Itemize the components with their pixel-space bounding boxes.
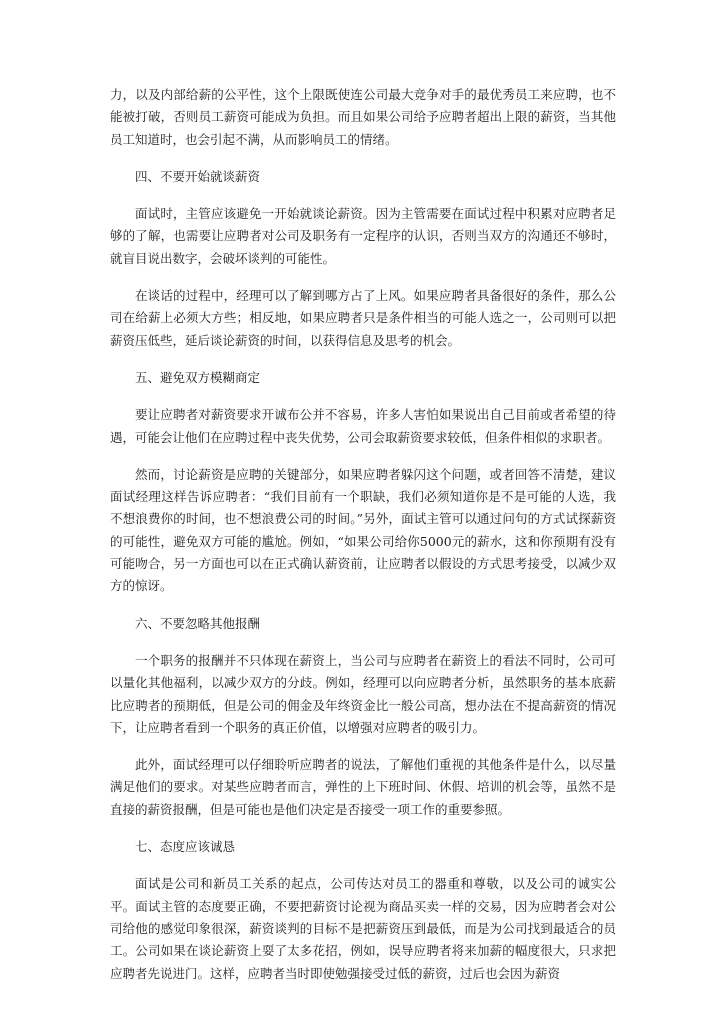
- paragraph-gap: [110, 598, 616, 613]
- paragraph-key-part: 然而，讨论薪资是应聘的关键部分，如果应聘者躲闪这个问题，或者回答不清楚，建议面试经理这样告诉应聘者：“我们目前有一个职缺，我们必须知道你是不是可能的人选，我不想浪费你的时间，也不想浪费公司的时间。”另外，面试主管可以通过问句的方式试探薪资的可能性，避免双方可能的尴尬。例如，“如果公司给你5000元的薪水，这和你预期有没有可能吻合，另一方面也可以在正式确认薪资前，让应聘者以假设的方式思考接受，以减少双方的惊讶。: [110, 466, 616, 594]
- paragraph-gap: [110, 821, 616, 836]
- paragraph-gap: [110, 449, 616, 464]
- section-heading-7: 七、态度应该诚恳: [135, 839, 236, 855]
- paragraph-gap: [110, 151, 616, 166]
- paragraph-gap: [110, 858, 616, 873]
- document-page: [110, 84, 616, 985]
- paragraph-avoid-early-salary: 面试时，主管应该避免一开始就谈论薪资。因为主管需要在面试过程中积累对应聘者足够的了解，也需要让应聘者对公司及职务有一定程序的认识，否则当双方的沟通还不够时，就盲目说出数字，会破坏谈判的可能性。: [110, 206, 616, 266]
- paragraph-upper-hand: 在谈话的过程中，经理可以了解到哪方占了上风。如果应聘者具备很好的条件，那么公司在给薪上必须大方些；相反地，如果应聘者只是条件相当的可能人选之一，公司则可以把薪资压低些，延后谈论薪资的时间，以获得信息及思考的机会。: [110, 288, 616, 348]
- section-heading-6: 六、不要忽略其他报酬: [135, 615, 261, 631]
- paragraph-gap: [110, 389, 616, 404]
- section-heading-4: 四、不要开始就谈薪资: [135, 168, 261, 184]
- paragraph-gap: [110, 270, 616, 285]
- paragraph-salary-ceiling: 力，以及内部给薪的公平性，这个上限既使连公司最大竞争对手的最优秀员工来应聘，也不能被打破，否则员工薪资可能成为负担。而且如果公司给予应聘者超出上限的薪资，当其他员工知道时，也会引起不满，从而影响员工的情绪。: [110, 87, 616, 147]
- paragraph-gap: [110, 739, 616, 754]
- paragraph-listen-carefully: 此外，面试经理可以仔细聆听应聘者的说法，了解他们重视的其他条件是什么，以尽量满足他们的要求。对某些应聘者而言，弹性的上下班时间、休假、培训的机会等，虽然不是直接的薪资报酬，但是可能也是他们决定是否接受一项工作的重要参照。: [110, 757, 616, 817]
- paragraph-sincere-attitude: 面试是公司和新员工关系的起点，公司传达对员工的器重和尊敬，以及公司的诚实公平。面试主管的态度要正确，不要把薪资讨论视为商品买卖一样的交易，因为应聘者会对公司给他的感觉印象很深，薪资谈判的目标不是把薪资压到最低，而是为公司找到最适合的员工。公司如果在谈论薪资上耍了太多花招，例如，误导应聘者将来加薪的幅度很大，只求把应聘者先说进门。这样，应聘者当时即使勉强接受过低的薪资，过后也会因为薪资: [110, 876, 616, 981]
- paragraph-other-rewards: 一个职务的报酬并不只体现在薪资上，当公司与应聘者在薪资上的看法不同时，公司可以量化其他福利，以减少双方的分歧。例如，经理可以向应聘者分析，虽然职务的基本底薪比应聘者的预期低，但是公司的佣金及年终资金比一般公司高，想办法在不提高薪资的情况下，让应聘者看到一个职务的真正价值，以增强对应聘者的吸引力。: [110, 652, 616, 735]
- paragraph-gap: [110, 188, 616, 203]
- section-heading-5: 五、避免双方模糊商定: [135, 369, 261, 385]
- paragraph-open-requirements: 要让应聘者对薪资要求开诚布公并不容易，许多人害怕如果说出自己目前或者希望的待遇，可能会让他们在应聘过程中丧失优势，公司会取薪资要求较低，但条件相似的求职者。: [110, 407, 616, 445]
- paragraph-gap: [110, 352, 616, 367]
- paragraph-gap: [110, 635, 616, 650]
